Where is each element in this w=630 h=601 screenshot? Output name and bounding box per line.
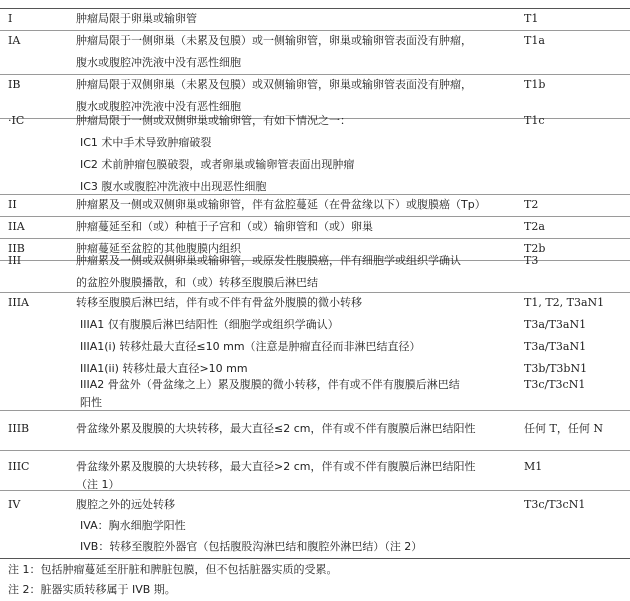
footnote-1: 注 1：包括肿瘤蔓延至肝脏和脾脏包膜，但不包括脏器实质的受累。 [8,563,338,576]
description-line: IC1 术中手术导致肿瘤破裂 [80,136,212,149]
description-line: 的盆腔外腹膜播散，和（或）转移至腹膜后淋巴结 [76,276,318,289]
description-cell [76,374,516,410]
description-cell [76,456,516,492]
description-cell [76,194,516,216]
stage-cell: IIIB [8,422,30,435]
stage-cell: II [8,198,17,211]
description-line: IIIA1(ii) 转移灶最大直径>10 mm [80,362,248,375]
stage-cell: III [8,254,22,267]
stage-cell: ·IC [8,114,25,127]
t-category-cell: T3c/T3cN1 [524,378,586,391]
t-category-cell: T2 [524,198,539,211]
description-line: 肿瘤蔓延至和（或）种植于子宫和（或）输卵管和（或）卵巢 [76,220,373,233]
description-cell [76,292,516,314]
t-category-cell: 任何 T，任何 N [524,422,603,435]
description-line: 肿瘤局限于卵巢或输卵管 [76,12,197,25]
table-bottom-rule [0,558,630,559]
stage-cell: IIB [8,242,25,255]
description-line: 肿瘤局限于双侧卵巢（未累及包膜）或双侧输卵管，卵巢或输卵管表面没有肿瘤， [76,78,472,91]
description-cell [76,8,516,30]
stage-cell: IIIC [8,460,30,473]
stage-cell: IIIA [8,296,29,309]
description-line: 肿瘤累及一侧或双侧卵巢或输卵管，伴有盆腔蔓延（在骨盆缘以下）或腹膜癌（Tp） [76,198,486,211]
description-line: IIIA1 仅有腹膜后淋巴结阳性（细胞学或组织学确认） [80,318,339,331]
t-category-cell: T3 [524,254,539,267]
t-category-cell: T3c/T3cN1 [524,498,586,511]
description-line: 腹水或腹腔冲洗液中没有恶性细胞 [76,100,241,113]
description-cell [76,494,516,557]
t-category-cell: T2a [524,220,545,233]
description-line: 骨盆缘外累及腹膜的大块转移，最大直径>2 cm，伴有或不伴有腹膜后淋巴结阳性 [76,460,476,473]
t-category-cell: T1b [524,78,546,91]
description-line: 肿瘤累及一侧或双侧卵巢或输卵管，或原发性腹膜癌，伴有细胞学或组织学确认 [76,254,461,267]
description-line: （注 1） [76,478,120,491]
stage-cell: IB [8,78,21,91]
t-category-cell: T3a/T3aN1 [524,340,587,353]
stage-cell: IIA [8,220,25,233]
description-cell [76,314,516,336]
description-line: IC2 术前肿瘤包膜破裂，或者卵巢或输卵管表面出现肿瘤 [80,158,355,171]
t-category-cell: T1a [524,34,545,47]
description-cell [76,336,516,358]
description-line: 腹水或腹腔冲洗液中没有恶性细胞 [76,56,241,69]
t-category-cell: M1 [524,460,543,473]
description-line: IVA：胸水细胞学阳性 [80,519,186,532]
t-category-cell: T3b/T3bN1 [524,362,588,375]
description-line: IIIA1(i) 转移灶最大直径≤10 mm（注意是肿瘤直径而非淋巴结直径） [80,340,421,353]
description-cell [76,30,516,74]
stage-cell: IA [8,34,21,47]
description-cell [76,110,516,198]
t-category-cell: T3a/T3aN1 [524,318,587,331]
row-divider [0,450,630,451]
description-line: 肿瘤蔓延至盆腔的其他腹膜内组织 [76,242,241,255]
description-cell [76,216,516,238]
description-cell [76,250,516,294]
description-line: IC3 腹水或腹腔冲洗液中出现恶性细胞 [80,180,267,193]
description-line: 腹腔之外的远处转移 [76,498,175,511]
stage-cell: IV [8,498,21,511]
description-line: 阳性 [80,396,102,409]
t-category-cell: T2b [524,242,546,255]
stage-cell: I [8,12,13,25]
description-cell [76,418,516,440]
description-line: IIIA2 骨盆外（骨盆缘之上）累及腹膜的微小转移，伴有或不伴有腹膜后淋巴结 [80,378,460,391]
footnote-2: 注 2：脏器实质转移属于 IVB 期。 [8,583,176,596]
description-line: IVB：转移至腹腔外器官（包括腹股沟淋巴结和腹腔外淋巴结）（注 2） [80,540,423,553]
t-category-cell: T1, T2, T3aN1 [524,296,605,309]
description-line: 肿瘤局限于一侧卵巢（未累及包膜）或一侧输卵管，卵巢或输卵管表面没有肿瘤， [76,34,472,47]
description-line: 转移至腹膜后淋巴结，伴有或不伴有骨盆外腹膜的微小转移 [76,296,362,309]
description-line: 肿瘤局限于一侧或双侧卵巢或输卵管，有如下情况之一： [76,114,351,127]
row-divider [0,410,630,411]
t-category-cell: T1 [524,12,539,25]
description-line: 骨盆缘外累及腹膜的大块转移，最大直径≤2 cm，伴有或不伴有腹膜后淋巴结阳性 [76,422,476,435]
t-category-cell: T1c [524,114,545,127]
